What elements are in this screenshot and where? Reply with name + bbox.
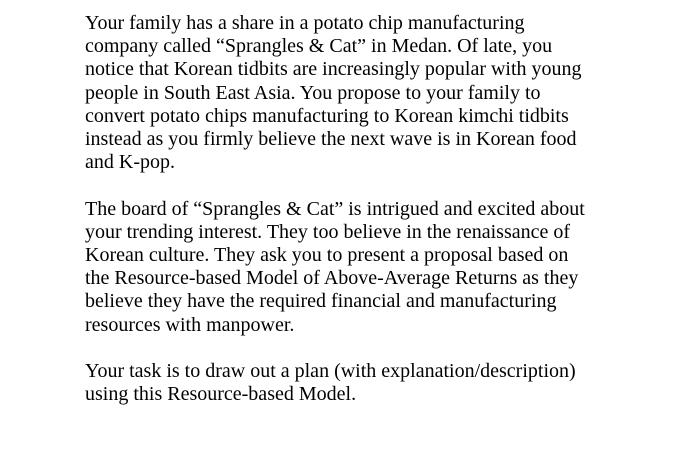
text-line: company called “Sprangles & Cat” in Medan. Of late, you	[85, 35, 553, 58]
text-line: instead as you firmly believe the next wave is in Korean food	[85, 128, 577, 151]
text-line: resources with manpower.	[85, 313, 295, 336]
paragraph-task	[85, 360, 685, 406]
text-line: Your family has a share in a potato chip manufacturing	[85, 12, 525, 34]
text-line: using this Resource-based Model.	[85, 383, 357, 406]
text-line: and K-pop.	[85, 151, 175, 174]
text-line: the Resource-based Model of Above-Average Returns as they	[85, 267, 579, 290]
text-line: Korean culture. They ask you to present a proposal based on	[85, 244, 569, 267]
text-line: notice that Korean tidbits are increasingly popular with young	[85, 58, 582, 81]
paragraph-scenario	[85, 12, 685, 174]
paragraph-board-request	[85, 198, 685, 337]
text-line: Your task is to draw out a plan (with explanation/description)	[85, 360, 576, 383]
text-line: The board of “Sprangles & Cat” is intrigued and excited about	[85, 197, 585, 220]
text-line: people in South East Asia. You propose to your family to	[85, 81, 541, 104]
text-line: believe they have the required financial and manufacturing	[85, 290, 557, 313]
text-line: convert potato chips manufacturing to Korean kimchi tidbits	[85, 104, 569, 127]
text-line: your trending interest. They too believe in the renaissance of	[85, 220, 571, 243]
document-body	[85, 12, 685, 406]
